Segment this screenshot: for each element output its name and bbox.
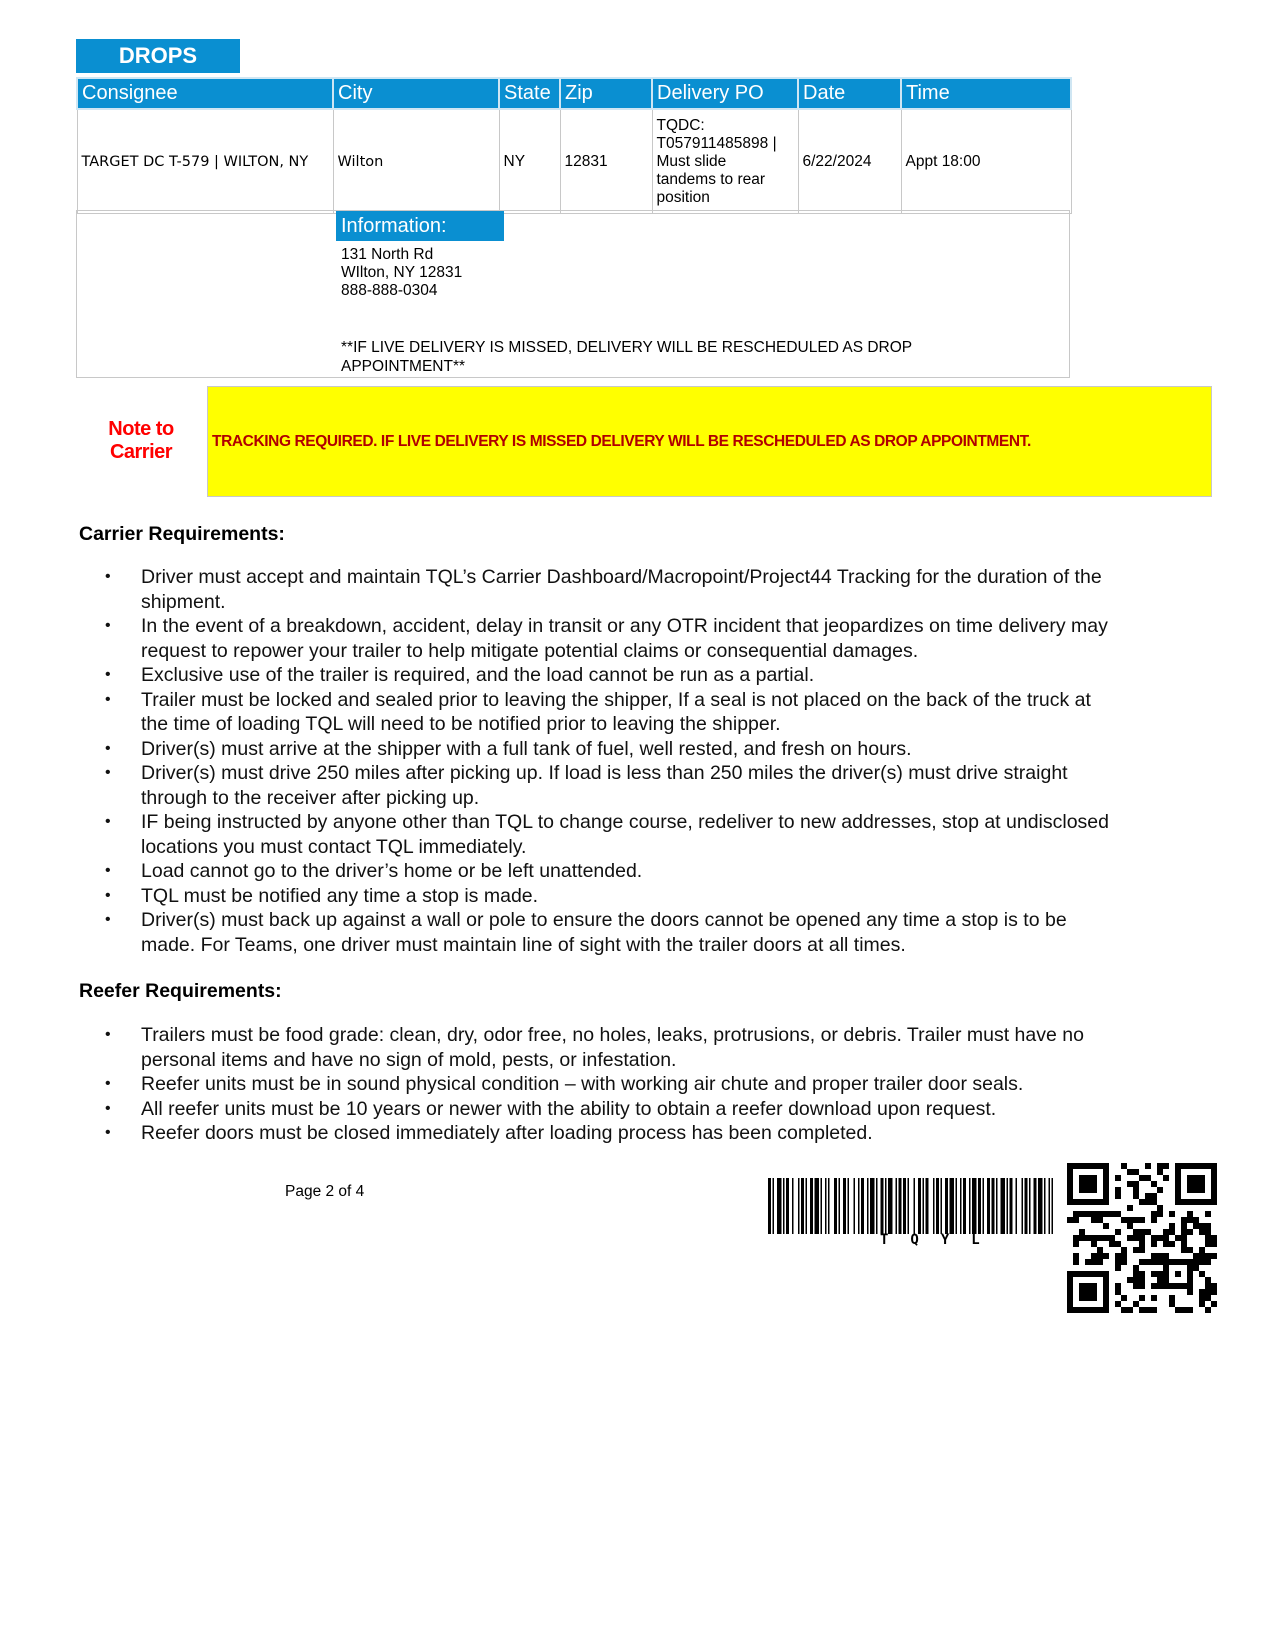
list-item: • All reefer units must be 10 years or newer with the ability to obtain a reefer download upon request. <box>0 1097 1120 1122</box>
list-item: • Reefer doors must be closed immediately after loading process has been completed. <box>0 1121 1120 1146</box>
cell-consignee: TARGET DC T-579 | WILTON, NY <box>77 109 333 214</box>
address-line: 131 North Rd <box>341 246 434 263</box>
header-consignee: Consignee <box>77 78 333 109</box>
cell-state: NY <box>499 109 560 214</box>
list-item: • IF being instructed by anyone other than TQL to change course, redeliver to new addresses, stop at undisclosed locations you must contact TQL immediately. <box>0 810 1120 859</box>
barcode-text: TQYL <box>880 1232 1002 1248</box>
drops-tab: DROPS <box>76 39 240 73</box>
note-to-carrier-box <box>207 386 1212 497</box>
cell-date: 6/22/2024 <box>798 109 901 214</box>
header-city: City <box>333 78 499 109</box>
note-to-carrier-text: TRACKING REQUIRED. IF LIVE DELIVERY IS MISSED DELIVERY WILL BE RESCHEDULED AS DROP APPOINTMENT. <box>212 432 1031 450</box>
list-item: • Driver(s) must back up against a wall or pole to ensure the doors cannot be opened any time a stop is to be made. For Teams, one driver must maintain line of sight with the trailer doors at all times. <box>0 908 1120 957</box>
phone-number: 888-888-0304 <box>341 282 438 299</box>
list-item: • TQL must be notified any time a stop is made. <box>0 884 1120 909</box>
header-delivery-po: Delivery PO <box>652 78 798 109</box>
delivery-po-line: Must slide <box>656 152 727 170</box>
note-to-carrier-label <box>100 418 182 464</box>
cell-city: Wilton <box>333 109 499 214</box>
cell-zip: 12831 <box>560 109 652 214</box>
barcode-image <box>768 1178 1053 1234</box>
drops-table <box>76 77 1072 214</box>
header-state: State <box>499 78 560 109</box>
list-item: • Load cannot go to the driver’s home or be left unattended. <box>0 859 1120 884</box>
carrier-requirements-list <box>0 565 1120 957</box>
information-header: Information: <box>336 211 504 241</box>
cell-delivery-po <box>652 109 798 214</box>
information-note: **IF LIVE DELIVERY IS MISSED, DELIVERY WILL BE RESCHEDULED AS DROP APPOINTMENT** <box>341 339 912 375</box>
header-time: Time <box>901 78 1071 109</box>
delivery-po-line: T057911485898 | <box>656 134 777 152</box>
note-label-line: Note to <box>108 418 174 440</box>
table-row <box>77 109 1071 214</box>
page-number: Page 2 of 4 <box>285 1183 365 1200</box>
reefer-requirements-title: Reefer Requirements: <box>79 980 282 1002</box>
header-zip: Zip <box>560 78 652 109</box>
list-item: • Trailers must be food grade: clean, dry, odor free, no holes, leaks, protrusions, or debris. Trailer must have no personal items and have no sign of mold, pests, or infestation. <box>0 1023 1120 1072</box>
drops-header-row <box>77 78 1071 109</box>
header-date: Date <box>798 78 901 109</box>
carrier-requirements-title: Carrier Requirements: <box>79 523 285 545</box>
delivery-po-line: position <box>656 188 710 206</box>
list-item: • Driver(s) must arrive at the shipper with a full tank of fuel, well rested, and fresh on hours. <box>0 737 1120 762</box>
list-item: • Exclusive use of the trailer is required, and the load cannot be run as a partial. <box>0 663 1120 688</box>
note-label-line: Carrier <box>109 441 173 463</box>
delivery-po-line: tandems to rear <box>656 170 766 188</box>
qr-code-image <box>1067 1163 1217 1313</box>
list-item: • Reefer units must be in sound physical condition – with working air chute and proper trailer door seals. <box>0 1072 1120 1097</box>
list-item: • In the event of a breakdown, accident, delay in transit or any OTR incident that jeopardizes on time delivery may request to repower your trailer to help mitigate potential claims or consequential damages. <box>0 614 1120 663</box>
list-item: • Driver must accept and maintain TQL’s Carrier Dashboard/Macropoint/Project44 Tracking for the duration of the shipment. <box>0 565 1120 614</box>
address-line: WIlton, NY 12831 <box>341 264 463 281</box>
list-item: • Driver(s) must drive 250 miles after picking up. If load is less than 250 miles the driver(s) must drive straight through to the receiver after picking up. <box>0 761 1120 810</box>
reefer-requirements-list <box>0 1023 1120 1146</box>
delivery-po-line: TQDC: <box>656 116 705 134</box>
information-address <box>341 246 462 300</box>
list-item: • Trailer must be locked and sealed prior to leaving the shipper, If a seal is not placed on the back of the truck at the time of loading TQL will need to be notified prior to leaving the shipper. <box>0 688 1120 737</box>
cell-time: Appt 18:00 <box>901 109 1071 214</box>
